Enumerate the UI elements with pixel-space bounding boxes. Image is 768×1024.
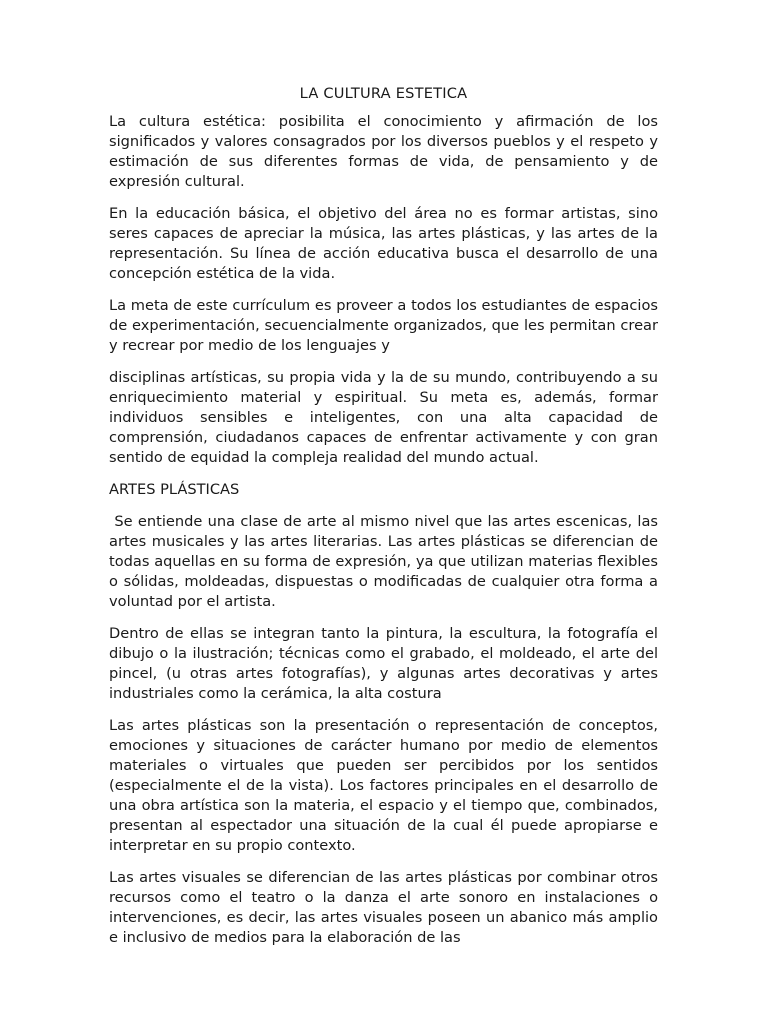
paragraph-educacion-basica: En la educación básica, el objetivo del área no es formar artistas, sino seres capaces de apreciar la música, las artes plásticas, y las artes de la representación. Su línea de acción educativa busca el desarrollo de una concepción estética de la vida. — [109, 205, 658, 282]
section-heading-artes-plasticas: ARTES PLÁSTICAS — [109, 481, 240, 498]
paragraph-cultura-estetica: La cultura estética: posibilita el conocimiento y afirmación de los significados y valores consagrados por los diversos pueblos y el respeto y estimación de sus diferentes formas de vida, de pensamiento y de expresión cultural. — [109, 113, 658, 190]
document-title: LA CULTURA ESTETICA — [299, 85, 468, 102]
paragraph-artes-visuales: Las artes visuales se diferencian de las artes plásticas por combinar otros recursos como el teatro o la danza el arte sonoro en instalaciones o intervenciones, es decir, las artes visuales poseen un abanico más amplio e inclusivo de medios para la elaboración de las — [109, 869, 658, 946]
paragraph-definicion: Se entiende una clase de arte al mismo nivel que las artes escenicas, las artes musicales y las artes literarias. Las artes plásticas se diferencian de todas aquellas en su forma de expresión, ya que utilizan materias flexibles o sólidas, moldeadas, dispuestas o modificadas de cualquier otra forma a voluntad por el artista. — [109, 513, 663, 610]
paragraph-integran: Dentro de ellas se integran tanto la pintura, la escultura, la fotografía el dibujo o la ilustración; técnicas como el grabado, el moldeado, el arte del pincel, (u otras artes fotografías), y algunas artes decorativas y artes industriales como la cerámica, la alta costura — [109, 625, 658, 702]
paragraph-disciplinas-artisticas: disciplinas artísticas, su propia vida y la de su mundo, contribuyendo a su enriquecimiento material y espiritual. Su meta es, además, formar individuos sensibles e inteligentes, con una alta capacidad de comprensión, ciudadanos capaces de enfrentar activamente y con gran sentido de equidad la compleja realidad del mundo actual. — [109, 369, 658, 466]
document-body — [109, 84, 663, 948]
paragraph-meta-curriculum: La meta de este currículum es proveer a todos los estudiantes de espacios de experimentación, secuencialmente organizados, que les permitan crear y recrear por medio de los lenguajes y — [109, 297, 658, 354]
paragraph-presentacion: Las artes plásticas son la presentación o representación de conceptos, emociones y situaciones de carácter humano por medio de elementos materiales o virtuales que pueden ser percibidos por los sentidos (especialmente el de la vista). Los factores principales en el desarrollo de una obra artística son la materia, el espacio y el tiempo que, combinados, presentan al espectador una situación de la cual él puede apropiarse e interpretar en su propio contexto. — [109, 717, 658, 854]
